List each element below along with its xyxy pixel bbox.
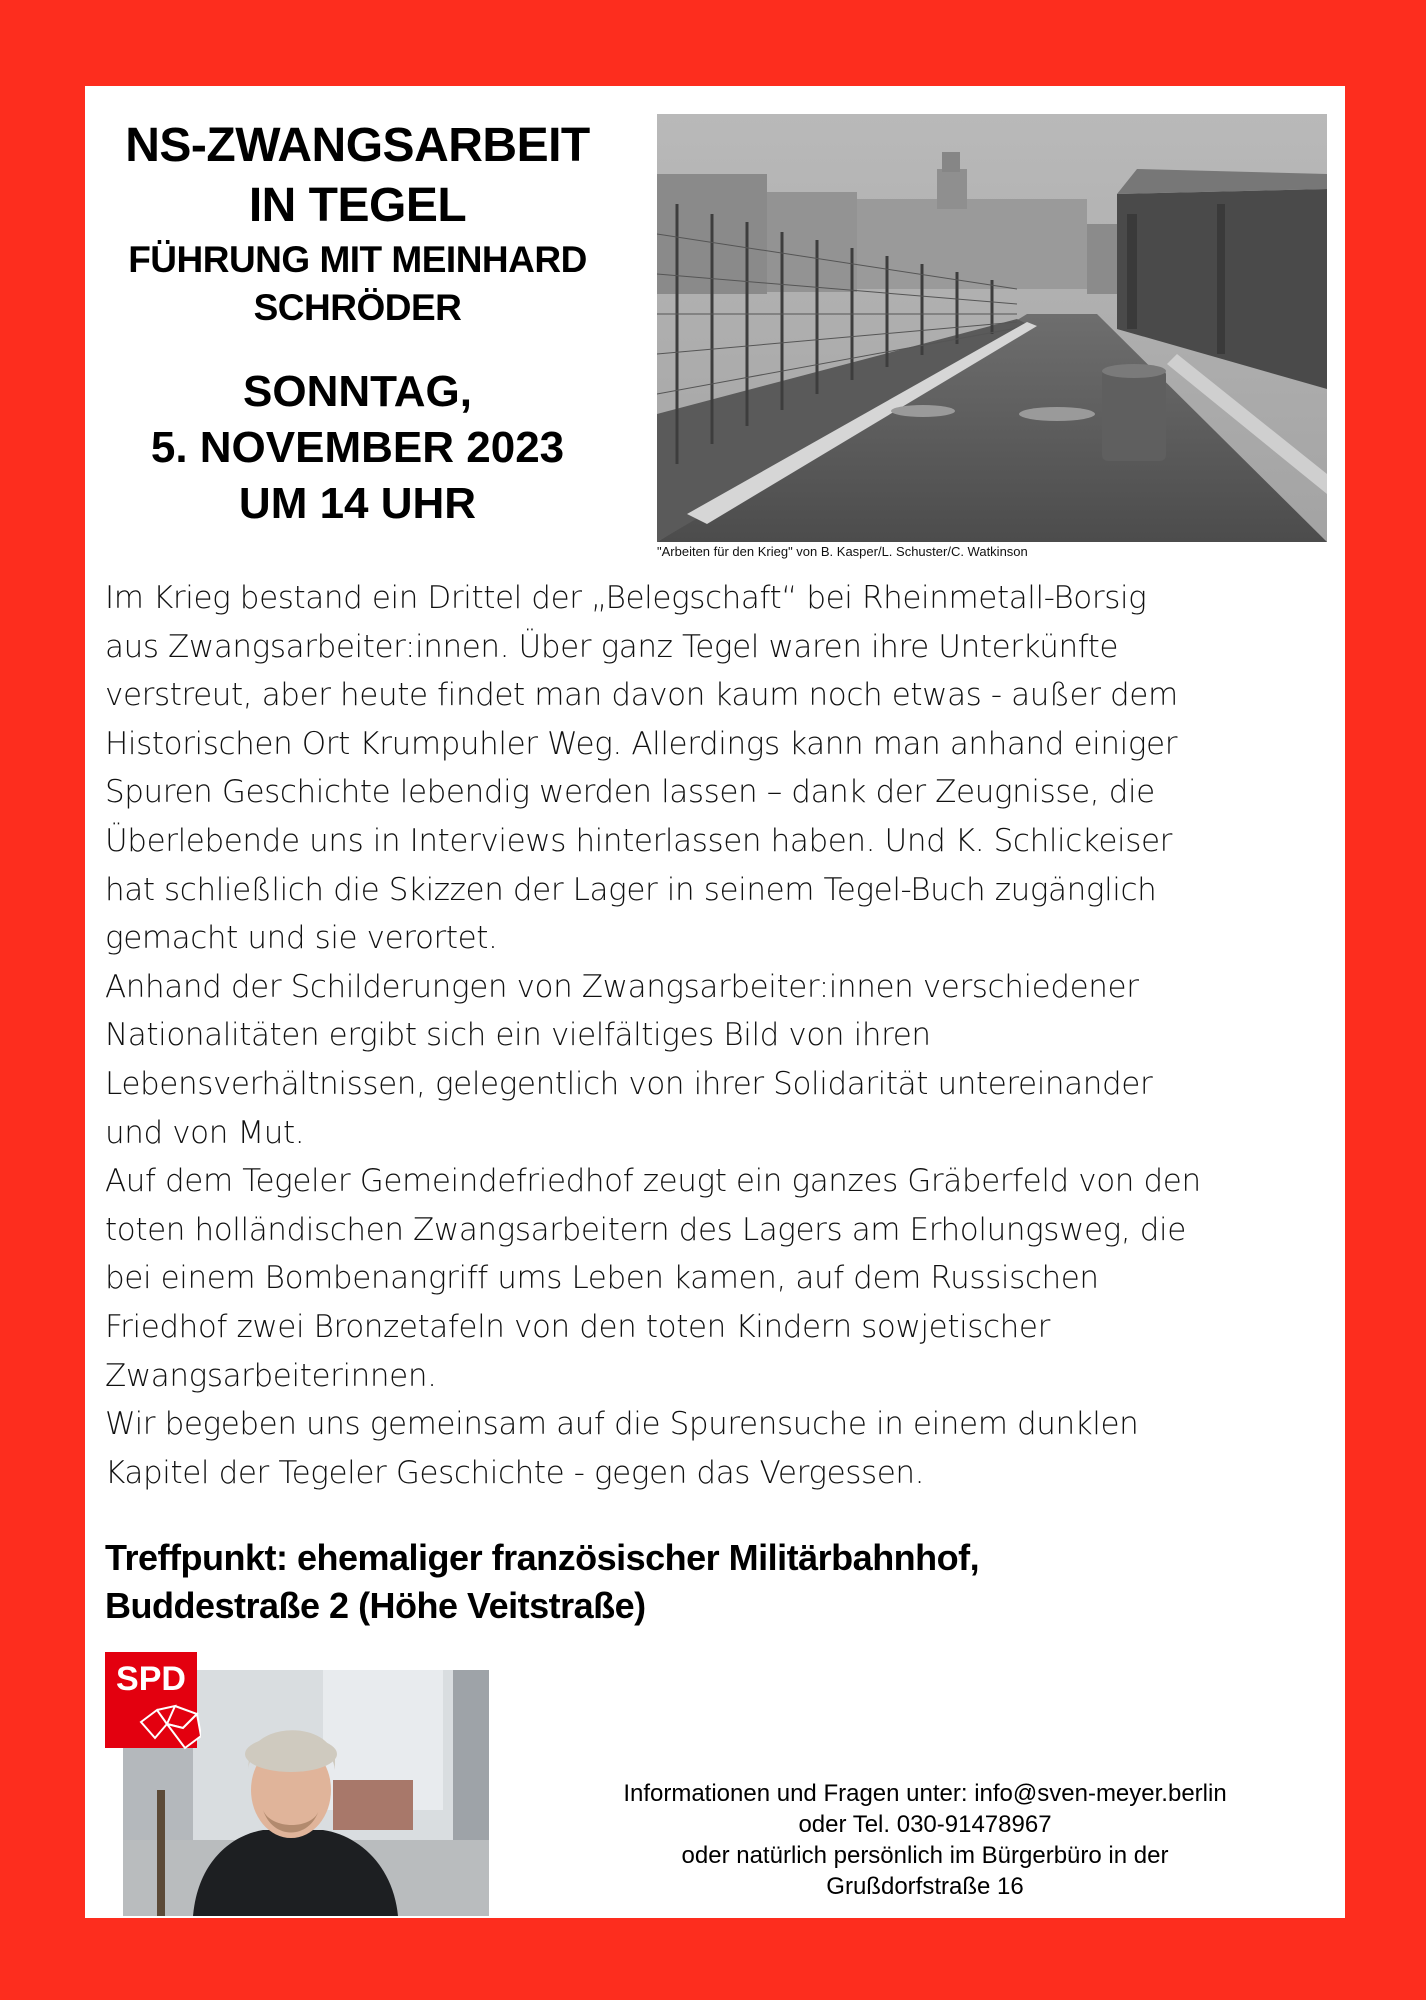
body-line: bei einem Bombenangriff ums Leben kamen, auf dem Russischen (105, 1260, 1099, 1297)
date-line-1: SONNTAG, (243, 367, 472, 416)
contact-line-2: oder Tel. 030-91478967 (798, 1811, 1052, 1838)
flyer-page (85, 86, 1345, 1918)
meeting-line-1: Treffpunkt: ehemaliger französischer Militärbahnhof, (105, 1537, 980, 1578)
body-text (105, 574, 1340, 1497)
body-line: Kapitel der Tegeler Geschichte - gegen das Vergessen. (105, 1454, 925, 1491)
body-line: Anhand der Schilderungen von Zwangsarbeiter:innen verschiedener (105, 968, 1139, 1005)
subtitle-line-2: SCHRÖDER (253, 287, 462, 328)
body-line: Friedhof zwei Bronzetafeln von den toten Kindern sowjetischer (105, 1308, 1050, 1345)
date-line-2: 5. NOVEMBER 2023 (150, 423, 565, 472)
body-line: Historischen Ort Krumpuhler Weg. Allerdings kann man anhand einiger (105, 725, 1178, 762)
camp-photo-illustration (657, 114, 1327, 542)
historical-camp-photo (657, 114, 1327, 542)
flyer-header (85, 116, 630, 532)
spd-logo-graphic (105, 1652, 201, 1762)
event-date (85, 364, 630, 532)
date-line-3: UM 14 UHR (238, 479, 477, 528)
body-line: toten holländischen Zwangsarbeitern des Lagers am Erholungsweg, die (105, 1211, 1186, 1248)
body-line: Lebensverhältnissen, gelegentlich von ihrer Solidarität untereinander (105, 1065, 1153, 1102)
photo-caption: "Arbeiten für den Krieg" von B. Kasper/L. Schuster/C. Watkinson (657, 544, 1028, 559)
body-line: Zwangsarbeiterinnen. (105, 1357, 437, 1394)
body-line: Spuren Geschichte lebendig werden lassen – dank der Zeugnisse, die (105, 774, 1155, 811)
subtitle-line-1: FÜHRUNG MIT MEINHARD (128, 239, 587, 280)
body-line: Auf dem Tegeler Gemeindefriedhof zeugt ein ganzes Gräberfeld von den (105, 1163, 1201, 1200)
body-line: gemacht und sie verortet. (105, 920, 498, 957)
contact-line-3: oder natürlich persönlich im Bürgerbüro in der (681, 1842, 1169, 1869)
body-line: hat schließlich die Skizzen der Lager in seinem Tegel-Buch zugänglich (105, 871, 1157, 908)
contact-line-4: Grußdorfstraße 16 (826, 1873, 1024, 1900)
body-line: verstreut, aber heute findet man davon kaum noch etwas - außer dem (105, 677, 1178, 714)
meeting-line-2: Buddestraße 2 (Höhe Veitstraße) (105, 1585, 646, 1626)
body-line: und von Mut. (105, 1114, 305, 1151)
contact-info (505, 1778, 1345, 1902)
spd-logo (105, 1652, 201, 1762)
body-line: aus Zwangsarbeiter:innen. Über ganz Tegel waren ihre Unterkünfte (105, 628, 1119, 665)
body-line: Im Krieg bestand ein Drittel der „Belegschaft“ bei Rheinmetall-Borsig (105, 580, 1147, 616)
body-line: Überlebende uns in Interviews hinterlassen haben. Und K. Schlickeiser (105, 822, 1172, 859)
title-line-1: NS-ZWANGSARBEIT (125, 119, 590, 172)
contact-line-1: Informationen und Fragen unter: info@sven-meyer.berlin (623, 1780, 1227, 1807)
body-line: Wir begeben uns gemeinsam auf die Spurensuche in einem dunklen (105, 1406, 1139, 1443)
meeting-point (105, 1534, 1340, 1630)
spd-logo-text: SPD (116, 1660, 186, 1698)
body-line: Nationalitäten ergibt sich ein vielfältiges Bild von ihren (105, 1017, 931, 1054)
title-line-2: IN TEGEL (248, 179, 467, 232)
